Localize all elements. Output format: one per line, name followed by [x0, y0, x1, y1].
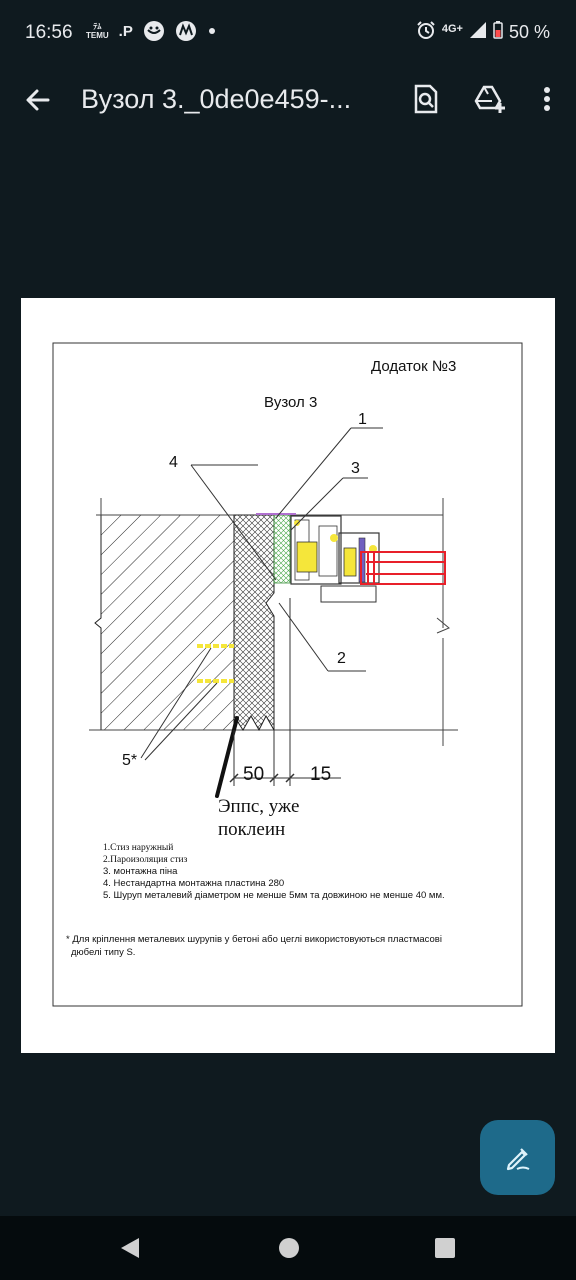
status-right [416, 20, 550, 45]
mounting-foam [274, 515, 290, 583]
p-icon: .P [118, 22, 133, 40]
system-nav-bar [0, 1216, 576, 1280]
signal-icon [469, 21, 487, 44]
more-vert-icon [543, 86, 551, 112]
back-icon [22, 84, 54, 116]
window-profile [291, 516, 379, 602]
notification-icons [86, 20, 217, 42]
more-options-button[interactable] [530, 82, 564, 116]
temu-icon [86, 22, 109, 40]
pen-icon [503, 1143, 533, 1173]
callout-2: 2 [337, 650, 346, 667]
legend-item-1: 1.Стиз наружный [103, 843, 174, 853]
nav-recents-button[interactable] [431, 1234, 459, 1262]
nav-home-icon [278, 1237, 300, 1259]
footnote-line-2: дюбелі типу S. [71, 947, 136, 958]
appendix-label: Додаток №3 [371, 358, 457, 375]
callout-5: 5* [122, 752, 138, 769]
footnote-line-1: * Для кріплення металевих шурупів у бетоні або цеглі використовуються пластмасові [66, 934, 442, 945]
document-title: Вузол 3._0de0e459-... [81, 84, 352, 114]
status-time: 16:56 [25, 22, 73, 43]
edit-button[interactable] [480, 1120, 555, 1195]
legend-item-4: 4. Нестандартна монтажна пластина 280 [103, 878, 285, 889]
technical-drawing [21, 298, 555, 1053]
temu-icon-label-bottom: TEMU [86, 31, 109, 40]
callout-3: 3 [351, 460, 360, 477]
handwritten-note-line-1: Эппс, уже [218, 796, 300, 817]
temu-icon-label-top: ﾃﾑ [93, 22, 102, 31]
find-in-page-icon [413, 84, 439, 114]
legend-item-5: 5. Шуруп металевий діаметром не менше 5мм та довжиною не менше 40 мм. [103, 890, 445, 901]
add-to-drive-icon [474, 85, 506, 113]
dot-icon [207, 26, 217, 36]
document-page[interactable] [21, 298, 555, 1053]
legend-item-3: 3. монтажна піна [103, 866, 178, 877]
add-to-drive-button[interactable] [473, 82, 507, 116]
callout-1: 1 [358, 411, 367, 428]
nav-back-button[interactable] [116, 1234, 144, 1262]
mail-icon [143, 20, 165, 42]
app-toolbar [0, 68, 576, 132]
nav-back-icon [119, 1236, 141, 1260]
wall-section [95, 515, 234, 730]
callout-4: 4 [169, 454, 178, 471]
dimension-15: 15 [310, 764, 332, 785]
battery-percent: 50 % [508, 22, 550, 42]
nav-home-button[interactable] [275, 1234, 303, 1262]
back-button[interactable] [22, 84, 54, 116]
motorola-icon [175, 20, 197, 42]
handwritten-note-line-2: поклеин [218, 819, 286, 840]
legend-item-2: 2.Пароизоляция стиз [103, 855, 188, 865]
drawing-title: Вузол 3 [264, 394, 318, 411]
network-label: 4G+ [441, 22, 463, 35]
dimension-50: 50 [243, 764, 265, 785]
find-in-page-button[interactable] [409, 82, 443, 116]
status-bar [0, 0, 576, 68]
glazing-unit [361, 552, 445, 584]
insulation-plate [234, 515, 274, 730]
nav-recents-icon [434, 1237, 456, 1259]
alarm-icon [416, 20, 436, 45]
battery-icon [493, 21, 503, 44]
